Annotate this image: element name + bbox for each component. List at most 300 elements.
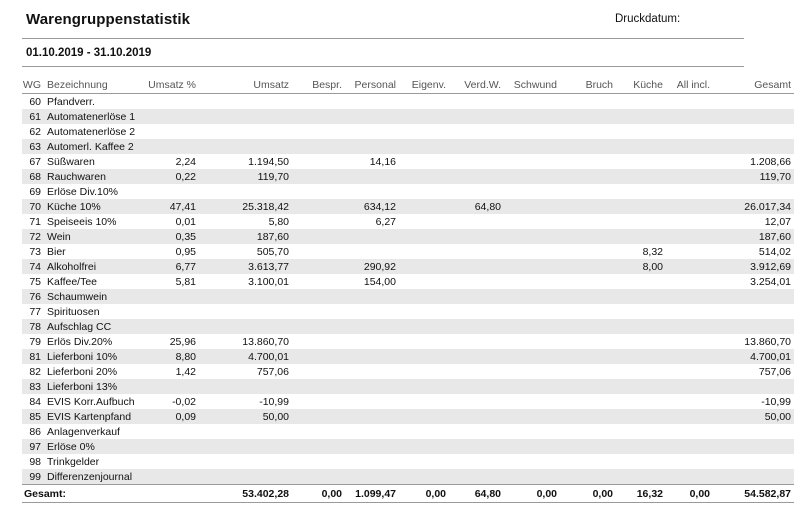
cell-kueche bbox=[616, 154, 666, 169]
cell-wg: 81 bbox=[22, 349, 44, 364]
cell-bruch bbox=[560, 289, 616, 304]
column-header-umsatz: Umsatz bbox=[199, 77, 292, 94]
cell-gesamt: 3.254,01 bbox=[713, 274, 794, 289]
cell-umsatz bbox=[199, 319, 292, 334]
cell-allincl bbox=[666, 379, 713, 394]
cell-bespr bbox=[292, 334, 345, 349]
column-header-verdw: Verd.W. bbox=[449, 77, 504, 94]
cell-bruch bbox=[560, 409, 616, 424]
cell-bezeichnung: Erlöse 0% bbox=[44, 439, 143, 454]
cell-personal bbox=[345, 94, 399, 110]
cell-gesamt bbox=[713, 109, 794, 124]
column-header-umsatz-percent: Umsatz % bbox=[143, 77, 199, 94]
cell-wg: 70 bbox=[22, 199, 44, 214]
cell-umsatz-percent bbox=[143, 184, 199, 199]
cell-allincl bbox=[666, 439, 713, 454]
column-header-gesamt: Gesamt bbox=[713, 77, 794, 94]
cell-allincl bbox=[666, 394, 713, 409]
cell-gesamt: 50,00 bbox=[713, 409, 794, 424]
cell-bruch bbox=[560, 274, 616, 289]
totals-eigenv: 0,00 bbox=[399, 485, 449, 503]
cell-umsatz: 5,80 bbox=[199, 214, 292, 229]
cell-allincl bbox=[666, 304, 713, 319]
cell-eigenv bbox=[399, 334, 449, 349]
cell-gesamt: -10,99 bbox=[713, 394, 794, 409]
cell-wg: 78 bbox=[22, 319, 44, 334]
cell-schwund bbox=[504, 364, 560, 379]
table-row bbox=[22, 454, 794, 469]
cell-umsatz-percent: 0,35 bbox=[143, 229, 199, 244]
cell-umsatz: 13.860,70 bbox=[199, 334, 292, 349]
cell-allincl bbox=[666, 169, 713, 184]
cell-bezeichnung: Automerl. Kaffee 2 bbox=[44, 139, 143, 154]
column-header-kueche: Küche bbox=[616, 77, 666, 94]
cell-kueche bbox=[616, 139, 666, 154]
table-row bbox=[22, 409, 794, 424]
cell-eigenv bbox=[399, 469, 449, 485]
table-row bbox=[22, 304, 794, 319]
cell-gesamt: 12,07 bbox=[713, 214, 794, 229]
cell-kueche bbox=[616, 439, 666, 454]
table-row bbox=[22, 109, 794, 124]
cell-verdw bbox=[449, 154, 504, 169]
cell-gesamt bbox=[713, 379, 794, 394]
cell-kueche bbox=[616, 289, 666, 304]
cell-bezeichnung: Kaffee/Tee bbox=[44, 274, 143, 289]
cell-eigenv bbox=[399, 394, 449, 409]
cell-schwund bbox=[504, 244, 560, 259]
cell-wg: 71 bbox=[22, 214, 44, 229]
cell-schwund bbox=[504, 424, 560, 439]
cell-schwund bbox=[504, 229, 560, 244]
cell-umsatz bbox=[199, 94, 292, 110]
cell-schwund bbox=[504, 334, 560, 349]
cell-verdw bbox=[449, 454, 504, 469]
cell-eigenv bbox=[399, 259, 449, 274]
cell-wg: 62 bbox=[22, 124, 44, 139]
cell-kueche bbox=[616, 184, 666, 199]
cell-verdw bbox=[449, 334, 504, 349]
totals-bruch: 0,00 bbox=[560, 485, 616, 503]
cell-umsatz: -10,99 bbox=[199, 394, 292, 409]
column-header-wg: WG bbox=[22, 77, 44, 94]
cell-bruch bbox=[560, 109, 616, 124]
cell-umsatz: 187,60 bbox=[199, 229, 292, 244]
table-row bbox=[22, 289, 794, 304]
cell-verdw bbox=[449, 184, 504, 199]
cell-bespr bbox=[292, 139, 345, 154]
cell-bespr bbox=[292, 319, 345, 334]
cell-eigenv bbox=[399, 199, 449, 214]
cell-allincl bbox=[666, 364, 713, 379]
cell-umsatz bbox=[199, 469, 292, 485]
totals-verdw: 64,80 bbox=[449, 485, 504, 503]
cell-schwund bbox=[504, 379, 560, 394]
cell-bespr bbox=[292, 214, 345, 229]
table-header-row bbox=[22, 77, 794, 94]
cell-bespr bbox=[292, 244, 345, 259]
cell-bruch bbox=[560, 154, 616, 169]
category-statistics-table bbox=[22, 77, 794, 503]
cell-personal bbox=[345, 439, 399, 454]
cell-bezeichnung: Erlös Div.20% bbox=[44, 334, 143, 349]
cell-wg: 98 bbox=[22, 454, 44, 469]
cell-personal bbox=[345, 304, 399, 319]
cell-schwund bbox=[504, 124, 560, 139]
table-row bbox=[22, 379, 794, 394]
cell-wg: 99 bbox=[22, 469, 44, 485]
cell-eigenv bbox=[399, 229, 449, 244]
cell-wg: 83 bbox=[22, 379, 44, 394]
cell-bespr bbox=[292, 454, 345, 469]
cell-personal bbox=[345, 244, 399, 259]
cell-umsatz: 25.318,42 bbox=[199, 199, 292, 214]
table-row bbox=[22, 259, 794, 274]
cell-wg: 72 bbox=[22, 229, 44, 244]
totals-kueche: 16,32 bbox=[616, 485, 666, 503]
table-row bbox=[22, 199, 794, 214]
cell-eigenv bbox=[399, 169, 449, 184]
cell-bespr bbox=[292, 184, 345, 199]
cell-bruch bbox=[560, 169, 616, 184]
cell-kueche bbox=[616, 124, 666, 139]
table-row bbox=[22, 94, 794, 110]
cell-schwund bbox=[504, 259, 560, 274]
table-row bbox=[22, 229, 794, 244]
cell-kueche bbox=[616, 334, 666, 349]
cell-verdw bbox=[449, 319, 504, 334]
cell-gesamt bbox=[713, 184, 794, 199]
totals-personal: 1.099,47 bbox=[345, 485, 399, 503]
cell-bruch bbox=[560, 304, 616, 319]
cell-bezeichnung: Lieferboni 13% bbox=[44, 379, 143, 394]
cell-allincl bbox=[666, 259, 713, 274]
cell-umsatz-percent: 0,95 bbox=[143, 244, 199, 259]
cell-allincl bbox=[666, 319, 713, 334]
cell-allincl bbox=[666, 289, 713, 304]
cell-schwund bbox=[504, 394, 560, 409]
cell-bezeichnung: Lieferboni 10% bbox=[44, 349, 143, 364]
cell-wg: 63 bbox=[22, 139, 44, 154]
cell-eigenv bbox=[399, 244, 449, 259]
cell-bruch bbox=[560, 319, 616, 334]
cell-wg: 77 bbox=[22, 304, 44, 319]
print-date-label: Druckdatum: bbox=[615, 13, 681, 25]
cell-bruch bbox=[560, 454, 616, 469]
cell-umsatz: 4.700,01 bbox=[199, 349, 292, 364]
cell-bruch bbox=[560, 124, 616, 139]
cell-verdw bbox=[449, 139, 504, 154]
cell-bezeichnung: Lieferboni 20% bbox=[44, 364, 143, 379]
cell-wg: 61 bbox=[22, 109, 44, 124]
cell-personal bbox=[345, 169, 399, 184]
cell-kueche bbox=[616, 469, 666, 485]
cell-wg: 73 bbox=[22, 244, 44, 259]
cell-umsatz: 119,70 bbox=[199, 169, 292, 184]
cell-gesamt bbox=[713, 319, 794, 334]
cell-bezeichnung: Automatenerlöse 1 bbox=[44, 109, 143, 124]
cell-schwund bbox=[504, 304, 560, 319]
cell-bezeichnung: Differenzenjournal bbox=[44, 469, 143, 485]
cell-personal: 634,12 bbox=[345, 199, 399, 214]
cell-verdw bbox=[449, 379, 504, 394]
cell-allincl bbox=[666, 274, 713, 289]
column-header-bezeichnung: Bezeichnung bbox=[44, 77, 143, 94]
cell-wg: 97 bbox=[22, 439, 44, 454]
cell-personal bbox=[345, 394, 399, 409]
cell-schwund bbox=[504, 214, 560, 229]
cell-gesamt: 13.860,70 bbox=[713, 334, 794, 349]
cell-eigenv bbox=[399, 364, 449, 379]
cell-gesamt bbox=[713, 94, 794, 110]
cell-umsatz-percent: 47,41 bbox=[143, 199, 199, 214]
cell-bespr bbox=[292, 409, 345, 424]
cell-kueche bbox=[616, 274, 666, 289]
cell-umsatz-percent: 0,22 bbox=[143, 169, 199, 184]
cell-verdw bbox=[449, 439, 504, 454]
table-row bbox=[22, 214, 794, 229]
cell-umsatz-percent bbox=[143, 319, 199, 334]
cell-eigenv bbox=[399, 424, 449, 439]
column-header-eigenv: Eigenv. bbox=[399, 77, 449, 94]
totals-row bbox=[22, 485, 794, 503]
cell-verdw bbox=[449, 289, 504, 304]
totals-bespr: 0,00 bbox=[292, 485, 345, 503]
cell-eigenv bbox=[399, 109, 449, 124]
cell-personal bbox=[345, 184, 399, 199]
cell-personal bbox=[345, 289, 399, 304]
cell-kueche bbox=[616, 454, 666, 469]
cell-bezeichnung: Spirituosen bbox=[44, 304, 143, 319]
table-row bbox=[22, 319, 794, 334]
cell-bruch bbox=[560, 364, 616, 379]
cell-eigenv bbox=[399, 439, 449, 454]
cell-umsatz-percent bbox=[143, 469, 199, 485]
table-row bbox=[22, 184, 794, 199]
cell-bruch bbox=[560, 379, 616, 394]
cell-bruch bbox=[560, 334, 616, 349]
cell-personal bbox=[345, 469, 399, 485]
cell-bruch bbox=[560, 184, 616, 199]
cell-umsatz-percent bbox=[143, 304, 199, 319]
cell-umsatz-percent bbox=[143, 124, 199, 139]
cell-bezeichnung: Pfandverr. bbox=[44, 94, 143, 110]
cell-eigenv bbox=[399, 154, 449, 169]
cell-bezeichnung: Anlagenverkauf bbox=[44, 424, 143, 439]
cell-allincl bbox=[666, 184, 713, 199]
cell-eigenv bbox=[399, 319, 449, 334]
cell-eigenv bbox=[399, 304, 449, 319]
cell-wg: 67 bbox=[22, 154, 44, 169]
cell-wg: 76 bbox=[22, 289, 44, 304]
cell-gesamt bbox=[713, 439, 794, 454]
cell-gesamt: 119,70 bbox=[713, 169, 794, 184]
cell-bespr bbox=[292, 304, 345, 319]
cell-kueche bbox=[616, 364, 666, 379]
cell-personal bbox=[345, 379, 399, 394]
cell-umsatz-percent: 1,42 bbox=[143, 364, 199, 379]
cell-personal: 290,92 bbox=[345, 259, 399, 274]
cell-kueche bbox=[616, 304, 666, 319]
cell-kueche bbox=[616, 379, 666, 394]
cell-kueche bbox=[616, 349, 666, 364]
table-row bbox=[22, 244, 794, 259]
cell-bezeichnung: Speiseeis 10% bbox=[44, 214, 143, 229]
cell-umsatz-percent bbox=[143, 454, 199, 469]
cell-allincl bbox=[666, 469, 713, 485]
cell-umsatz bbox=[199, 439, 292, 454]
cell-bezeichnung: Trinkgelder bbox=[44, 454, 143, 469]
cell-verdw bbox=[449, 364, 504, 379]
cell-wg: 84 bbox=[22, 394, 44, 409]
cell-bruch bbox=[560, 94, 616, 110]
cell-bezeichnung: Süßwaren bbox=[44, 154, 143, 169]
totals-gesamt: 54.582,87 bbox=[713, 485, 794, 503]
cell-allincl bbox=[666, 229, 713, 244]
cell-bezeichnung: Bier bbox=[44, 244, 143, 259]
cell-umsatz bbox=[199, 184, 292, 199]
cell-personal: 14,16 bbox=[345, 154, 399, 169]
cell-umsatz bbox=[199, 379, 292, 394]
cell-verdw bbox=[449, 169, 504, 184]
table-row bbox=[22, 439, 794, 454]
table-row bbox=[22, 139, 794, 154]
totals-umsatz: 53.402,28 bbox=[199, 485, 292, 503]
cell-schwund bbox=[504, 439, 560, 454]
cell-allincl bbox=[666, 424, 713, 439]
totals-umsatz-percent bbox=[143, 485, 199, 503]
cell-umsatz bbox=[199, 109, 292, 124]
table-row bbox=[22, 154, 794, 169]
cell-verdw bbox=[449, 124, 504, 139]
cell-bruch bbox=[560, 424, 616, 439]
cell-verdw bbox=[449, 229, 504, 244]
cell-kueche bbox=[616, 424, 666, 439]
cell-bezeichnung: EVIS Kartenpfand bbox=[44, 409, 143, 424]
cell-personal bbox=[345, 364, 399, 379]
table-row bbox=[22, 334, 794, 349]
cell-allincl bbox=[666, 409, 713, 424]
cell-umsatz: 3.100,01 bbox=[199, 274, 292, 289]
cell-bespr bbox=[292, 94, 345, 110]
cell-personal bbox=[345, 349, 399, 364]
cell-eigenv bbox=[399, 214, 449, 229]
cell-eigenv bbox=[399, 289, 449, 304]
cell-umsatz bbox=[199, 304, 292, 319]
cell-umsatz bbox=[199, 139, 292, 154]
cell-personal bbox=[345, 409, 399, 424]
cell-bruch bbox=[560, 214, 616, 229]
cell-umsatz bbox=[199, 424, 292, 439]
cell-umsatz-percent bbox=[143, 379, 199, 394]
cell-bespr bbox=[292, 379, 345, 394]
cell-umsatz-percent bbox=[143, 109, 199, 124]
cell-allincl bbox=[666, 154, 713, 169]
cell-wg: 74 bbox=[22, 259, 44, 274]
report-title: Warengruppenstatistik bbox=[26, 11, 191, 28]
cell-umsatz: 3.613,77 bbox=[199, 259, 292, 274]
totals-schwund: 0,00 bbox=[504, 485, 560, 503]
cell-allincl bbox=[666, 349, 713, 364]
cell-umsatz bbox=[199, 124, 292, 139]
cell-umsatz: 1.194,50 bbox=[199, 154, 292, 169]
cell-gesamt: 1.208,66 bbox=[713, 154, 794, 169]
cell-bespr bbox=[292, 229, 345, 244]
cell-verdw bbox=[449, 394, 504, 409]
cell-umsatz-percent: 5,81 bbox=[143, 274, 199, 289]
cell-wg: 86 bbox=[22, 424, 44, 439]
cell-verdw: 64,80 bbox=[449, 199, 504, 214]
cell-allincl bbox=[666, 214, 713, 229]
cell-bespr bbox=[292, 169, 345, 184]
table-row bbox=[22, 124, 794, 139]
cell-wg: 85 bbox=[22, 409, 44, 424]
cell-gesamt bbox=[713, 454, 794, 469]
cell-umsatz-percent: 0,01 bbox=[143, 214, 199, 229]
cell-bespr bbox=[292, 259, 345, 274]
cell-verdw bbox=[449, 244, 504, 259]
cell-schwund bbox=[504, 409, 560, 424]
cell-personal bbox=[345, 424, 399, 439]
cell-eigenv bbox=[399, 349, 449, 364]
cell-umsatz-percent: 0,09 bbox=[143, 409, 199, 424]
cell-umsatz: 757,06 bbox=[199, 364, 292, 379]
cell-schwund bbox=[504, 154, 560, 169]
table-row bbox=[22, 424, 794, 439]
cell-schwund bbox=[504, 469, 560, 485]
cell-gesamt: 26.017,34 bbox=[713, 199, 794, 214]
period-divider bbox=[22, 66, 744, 67]
cell-verdw bbox=[449, 409, 504, 424]
cell-bezeichnung: Rauchwaren bbox=[44, 169, 143, 184]
cell-personal bbox=[345, 334, 399, 349]
cell-verdw bbox=[449, 274, 504, 289]
cell-umsatz-percent: -0,02 bbox=[143, 394, 199, 409]
cell-kueche bbox=[616, 169, 666, 184]
cell-allincl bbox=[666, 139, 713, 154]
cell-gesamt: 4.700,01 bbox=[713, 349, 794, 364]
cell-bruch bbox=[560, 139, 616, 154]
cell-bespr bbox=[292, 424, 345, 439]
cell-gesamt: 757,06 bbox=[713, 364, 794, 379]
cell-umsatz bbox=[199, 454, 292, 469]
cell-wg: 75 bbox=[22, 274, 44, 289]
cell-bespr bbox=[292, 394, 345, 409]
cell-bezeichnung: Erlöse Div.10% bbox=[44, 184, 143, 199]
cell-schwund bbox=[504, 274, 560, 289]
cell-allincl bbox=[666, 199, 713, 214]
cell-umsatz: 505,70 bbox=[199, 244, 292, 259]
cell-bespr bbox=[292, 469, 345, 485]
cell-wg: 79 bbox=[22, 334, 44, 349]
cell-umsatz-percent bbox=[143, 94, 199, 110]
totals-label: Gesamt: bbox=[22, 485, 143, 503]
cell-gesamt bbox=[713, 424, 794, 439]
cell-bezeichnung: Automatenerlöse 2 bbox=[44, 124, 143, 139]
cell-bespr bbox=[292, 289, 345, 304]
cell-schwund bbox=[504, 454, 560, 469]
cell-personal bbox=[345, 229, 399, 244]
cell-bezeichnung: EVIS Korr.Aufbuch bbox=[44, 394, 143, 409]
cell-umsatz-percent bbox=[143, 289, 199, 304]
cell-gesamt: 514,02 bbox=[713, 244, 794, 259]
cell-umsatz-percent: 25,96 bbox=[143, 334, 199, 349]
table-row bbox=[22, 469, 794, 485]
cell-schwund bbox=[504, 184, 560, 199]
cell-eigenv bbox=[399, 274, 449, 289]
cell-personal bbox=[345, 319, 399, 334]
cell-umsatz-percent: 6,77 bbox=[143, 259, 199, 274]
